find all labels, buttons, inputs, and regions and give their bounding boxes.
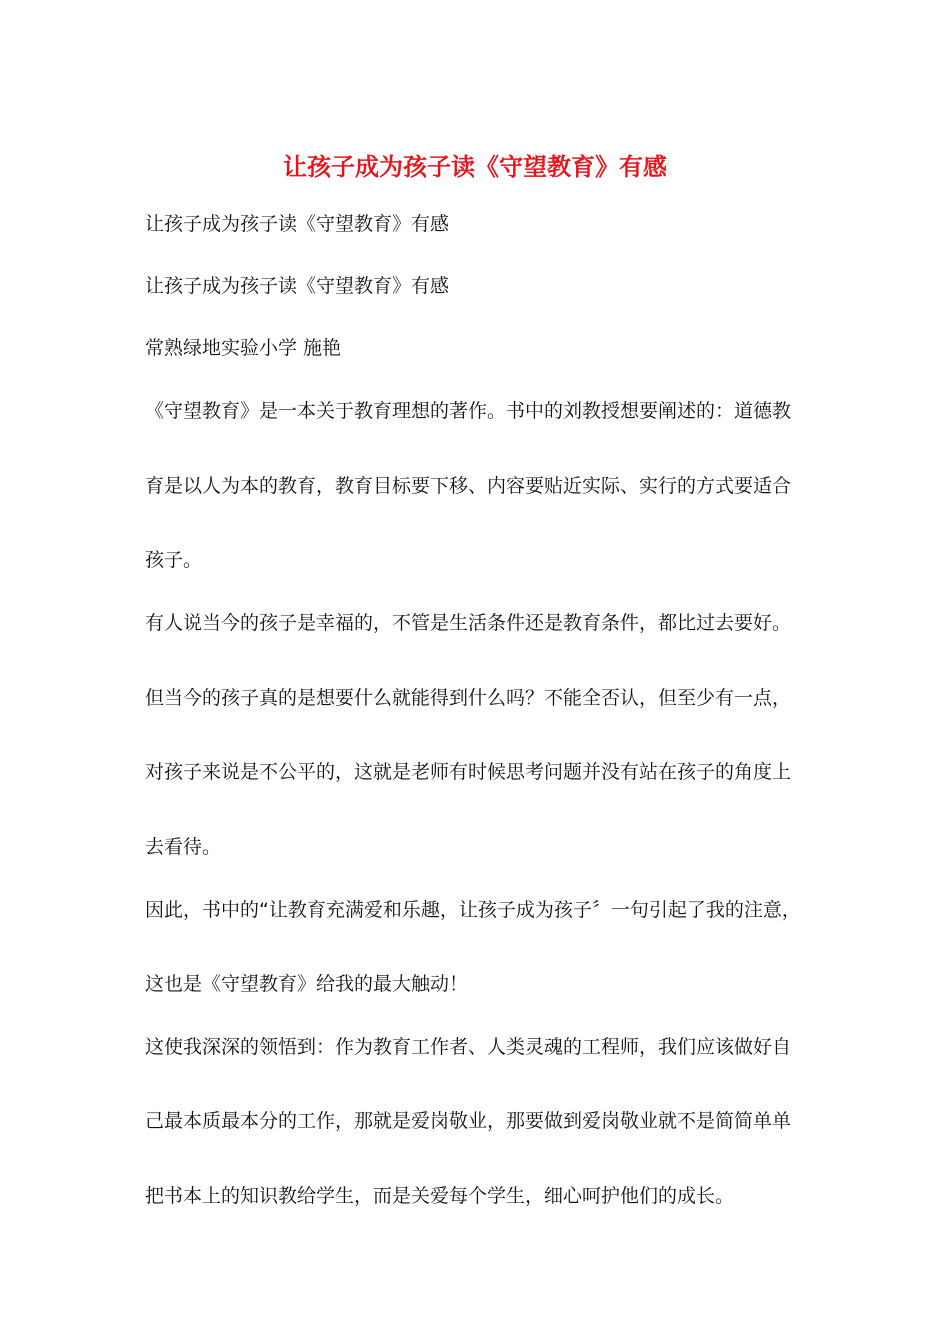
paragraph-line: 这使我深深的领悟到：作为教育工作者、人类灵魂的工程师，我们应该做好自 [145, 1036, 792, 1058]
paragraph-line: 因此，书中的“让教育充满爱和乐趣，让孩子成为孩子〞一句引起了我的注意， [145, 899, 801, 921]
subtitle-line-1: 让孩子成为孩子读《守望教育》有感 [145, 213, 450, 235]
paragraph-line: 去看待。 [145, 836, 222, 858]
paragraph-line: 对孩子来说是不公平的，这就是老师有时候思考问题并没有站在孩子的角度上 [145, 761, 792, 783]
author-line: 常熟绿地实验小学 施艳 [145, 337, 342, 359]
paragraph-line: 己最本质最本分的工作，那就是爱岗敬业，那要做到爱岗敬业就不是简简单单 [145, 1110, 792, 1132]
page-title: 让孩子成为孩子读《守望教育》有感 [283, 152, 667, 181]
subtitle-line-2: 让孩子成为孩子读《守望教育》有感 [145, 275, 450, 297]
paragraph-line: 把书本上的知识教给学生，而是关爱每个学生，细心呵护他们的成长。 [145, 1185, 735, 1207]
paragraph-line: 育是以人为本的教育，教育目标要下移、内容要贴近实际、实行的方式要适合 [145, 475, 792, 497]
paragraph-line: 这也是《守望教育》给我的最大触动！ [145, 973, 469, 995]
paragraph-line: 孩子。 [145, 549, 203, 571]
paragraph-line: 《守望教育》是一本关于教育理想的著作。书中的刘教授想要阐述的：道德教 [145, 400, 792, 422]
paragraph-line: 有人说当今的孩子是幸福的，不管是生活条件还是教育条件，都比过去要好。 [145, 612, 792, 634]
paragraph-line: 但当今的孩子真的是想要什么就能得到什么吗？不能全否认，但至少有一点， [145, 687, 792, 709]
